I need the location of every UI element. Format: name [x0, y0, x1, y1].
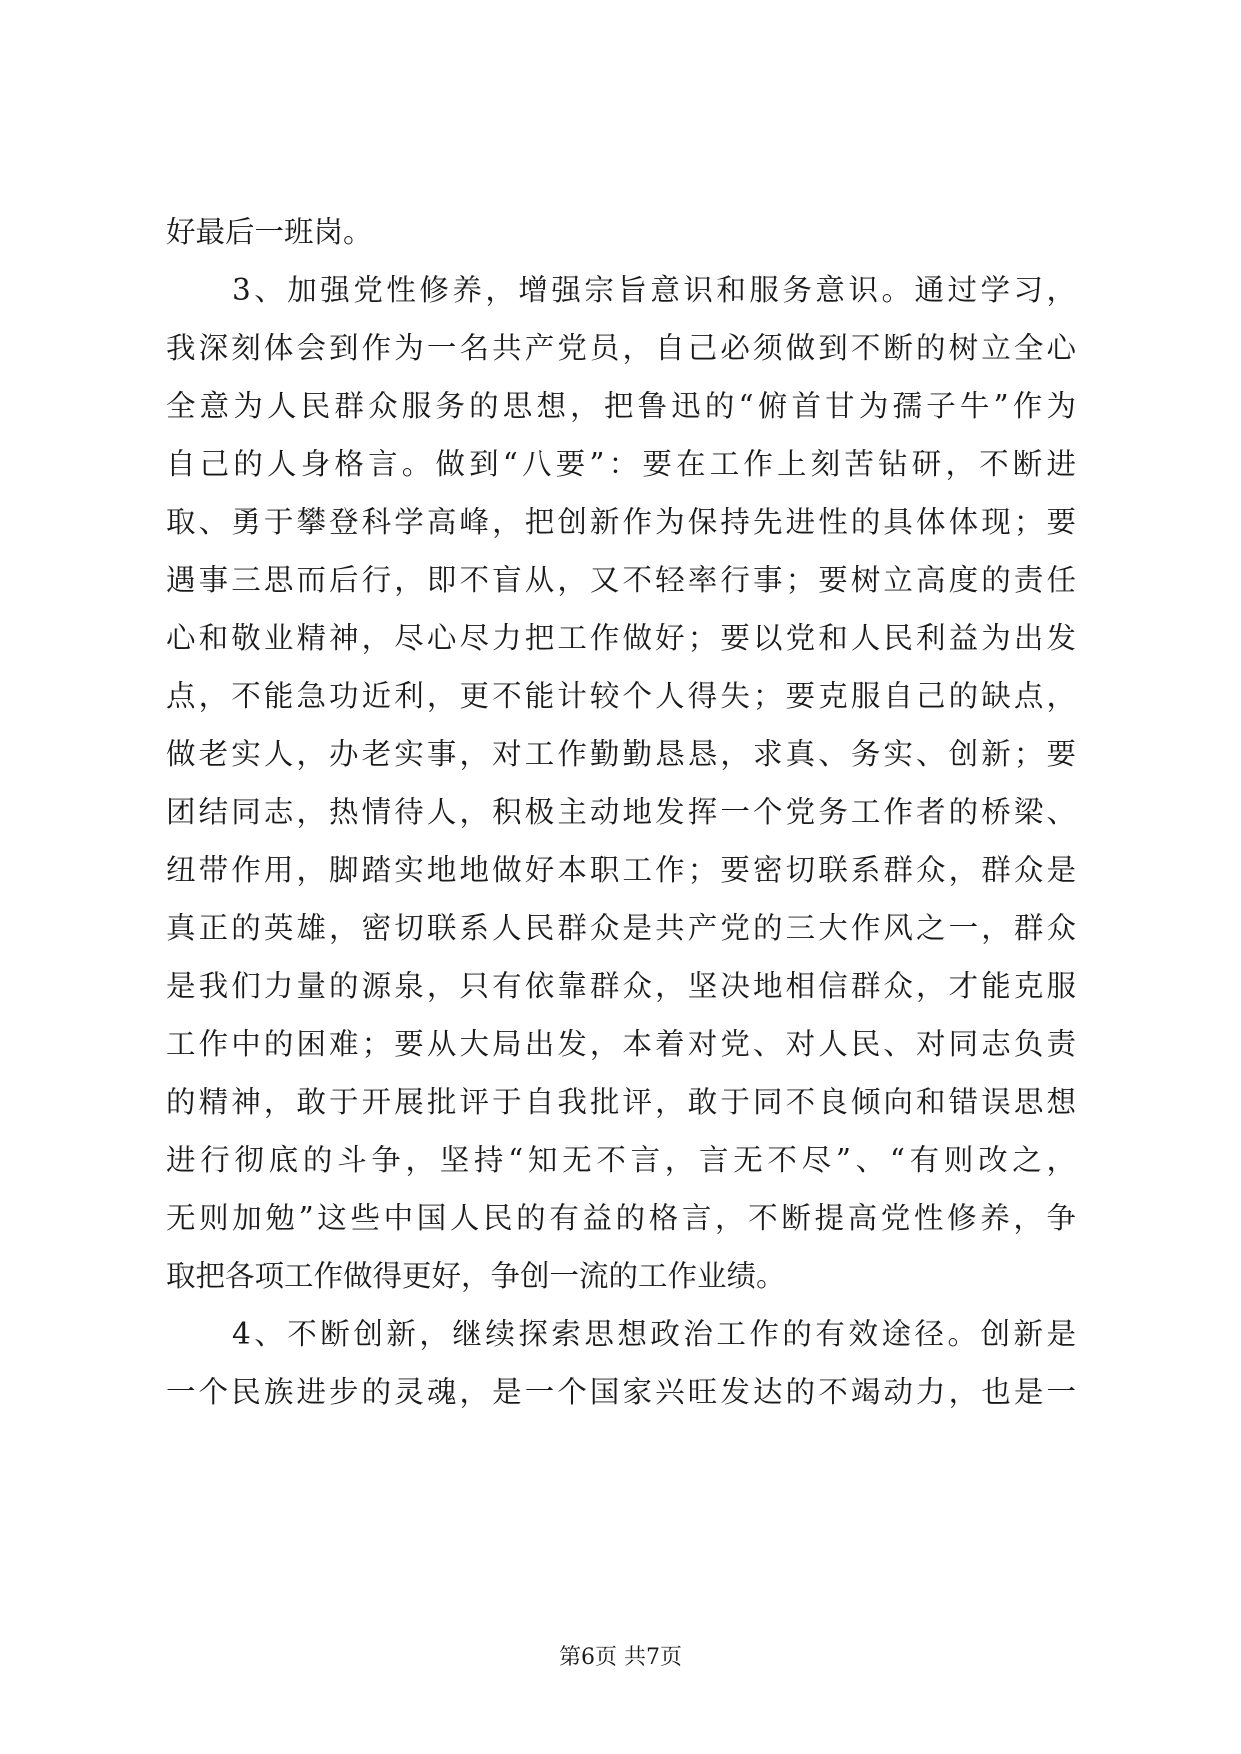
paragraph-line: 点，不能急功近利，更不能计较个人得失；要克服自己的缺点，: [166, 679, 1076, 713]
paragraph-line: 取把各项工作做得更好，争创一流的工作业绩。: [166, 1259, 786, 1293]
page-number-footer: 第6页 共7页: [559, 1645, 682, 1670]
paragraph-line: 好最后一班岗。: [166, 215, 373, 249]
paragraph-line: 工作中的困难；要从大局出发，本着对党、对人民、对同志负责: [166, 1027, 1076, 1061]
paragraph-line: 无则加勉”这些中国人民的有益的格言，不断提高党性修养，争: [166, 1201, 1076, 1235]
paragraph-line: 纽带作用，脚踏实地地做好本职工作；要密切联系群众，群众是: [166, 853, 1076, 887]
paragraph-line: 4、不断创新，继续探索思想政治工作的有效途径。创新是: [166, 1317, 1076, 1351]
paragraph-line: 3、加强党性修养，增强宗旨意识和服务意识。通过学习，: [166, 273, 1076, 307]
paragraph-line: 团结同志，热情待人，积极主动地发挥一个党务工作者的桥梁、: [166, 795, 1076, 829]
paragraph-line: 的精神，敢于开展批评于自我批评，敢于同不良倾向和错误思想: [166, 1085, 1076, 1119]
paragraph-line: 进行彻底的斗争，坚持“知无不言，言无不尽”、“有则改之，: [166, 1143, 1076, 1177]
paragraph-line: 遇事三思而后行，即不盲从，又不轻率行事；要树立高度的责任: [166, 563, 1076, 597]
paragraph-line: 心和敬业精神，尽心尽力把工作做好；要以党和人民利益为出发: [166, 621, 1076, 655]
paragraph-line: 做老实人，办老实事，对工作勤勤恳恳，求真、务实、创新；要: [166, 737, 1076, 771]
paragraph-line: 是我们力量的源泉，只有依靠群众，坚决地相信群众，才能克服: [166, 969, 1076, 1003]
paragraph-line: 我深刻体会到作为一名共产党员，自己必须做到不断的树立全心: [166, 331, 1076, 365]
paragraph-line: 真正的英雄，密切联系人民群众是共产党的三大作风之一，群众: [166, 911, 1076, 945]
paragraph-line: 全意为人民群众服务的思想，把鲁迅的“俯首甘为孺子牛”作为: [166, 389, 1076, 423]
paragraph-line: 取、勇于攀登科学高峰，把创新作为保持先进性的具体体现；要: [166, 505, 1076, 539]
paragraph-line: 自己的人身格言。做到“八要”：要在工作上刻苦钻研，不断进: [166, 447, 1076, 481]
paragraph-line: 一个民族进步的灵魂，是一个国家兴旺发达的不竭动力，也是一: [166, 1375, 1076, 1409]
